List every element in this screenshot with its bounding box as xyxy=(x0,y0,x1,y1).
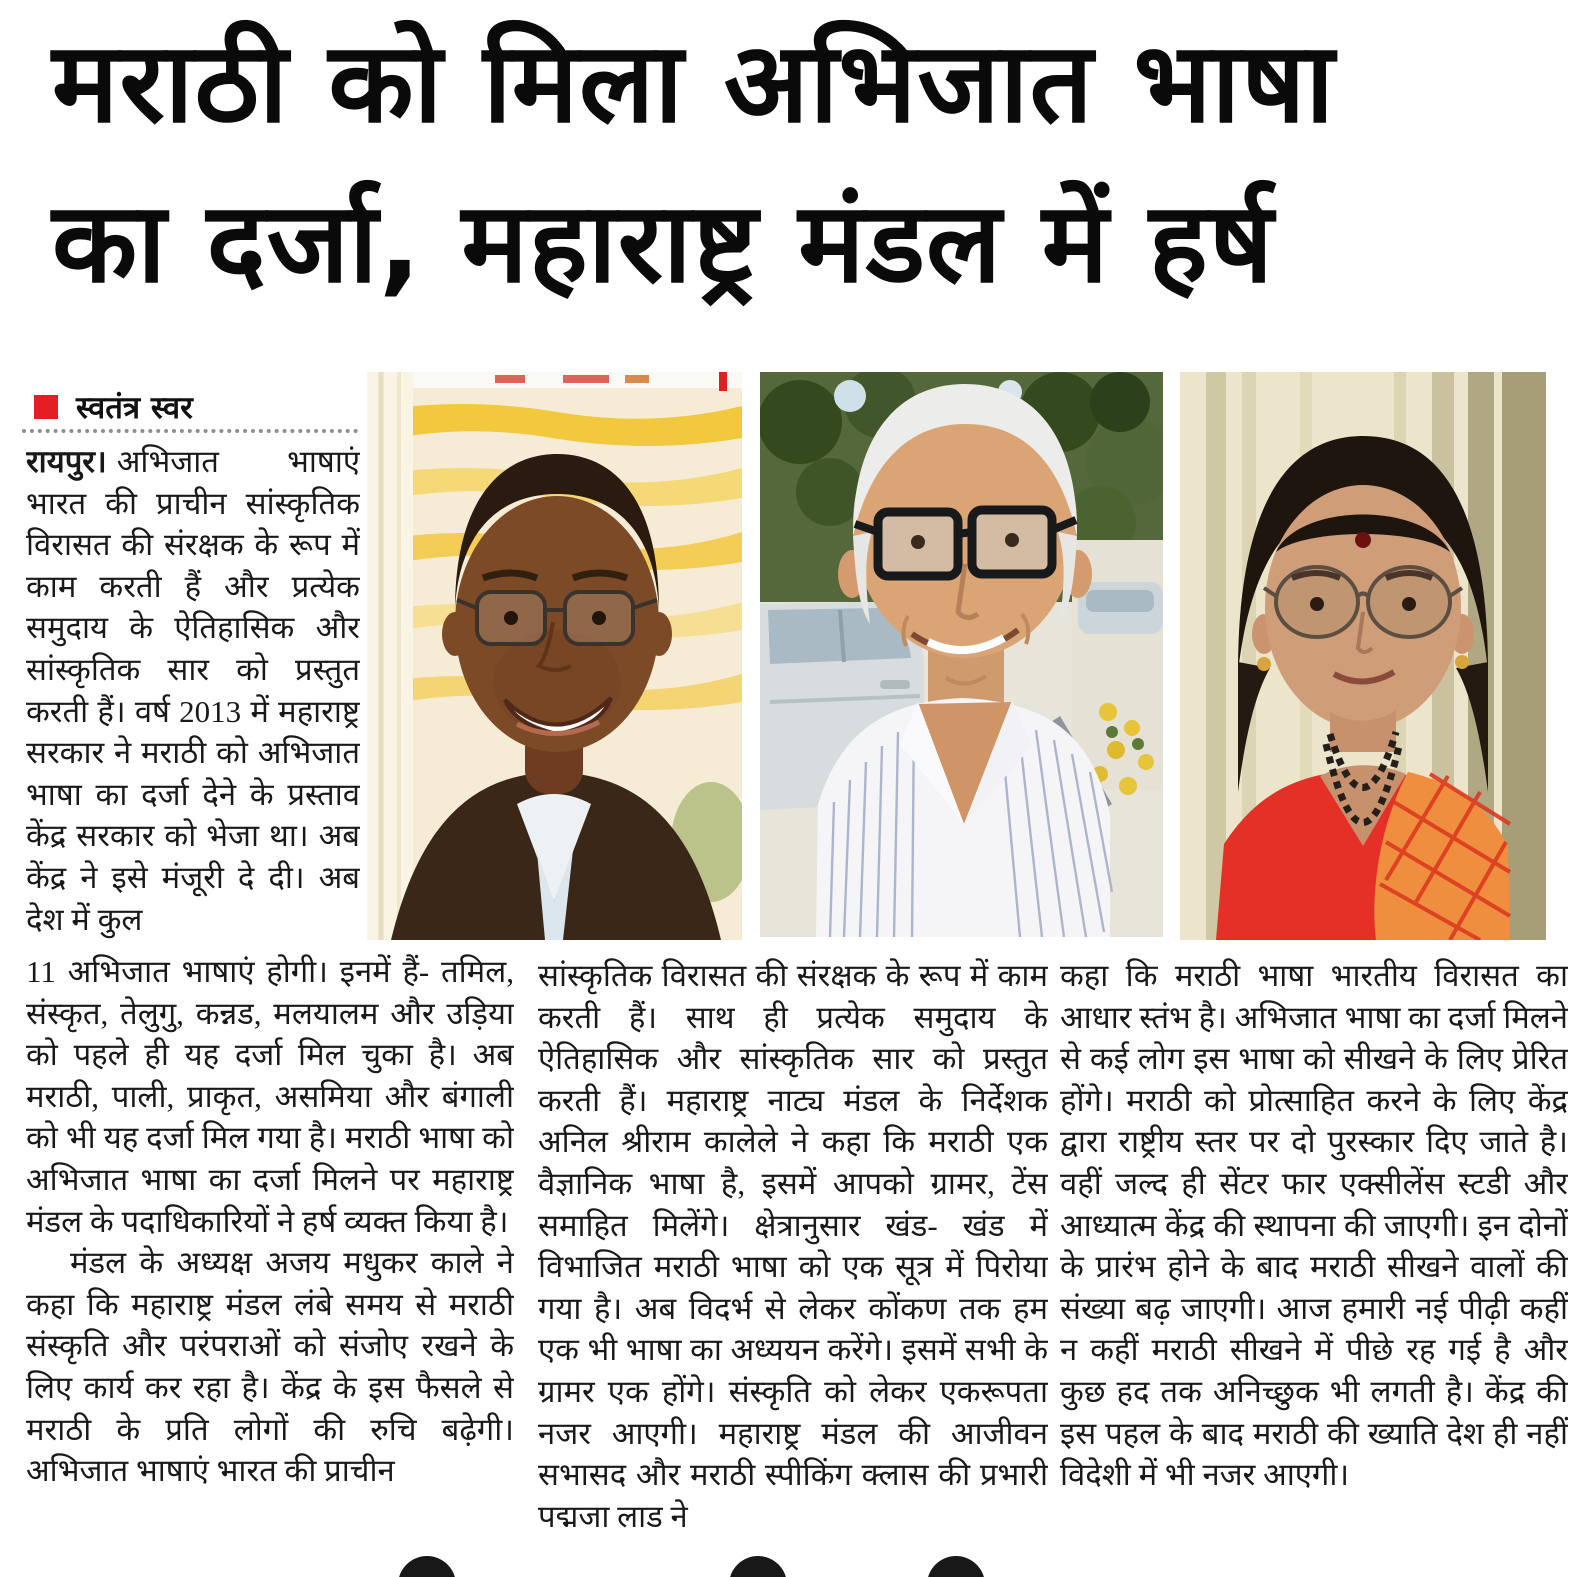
lead-paragraph xyxy=(26,441,360,940)
paragraph: 11 अभिजात भाषाएं होगी। इनमें हैं- तमिल, संस्कृत, तेलुगु, कन्नड, मलयालम और उड़िया को पहले ही यह दर्जा मिल चुका है। अब मराठी, पाली, प्राकृत, असमिया और बंगाली को भी यह दर्जा मिल गया है। मराठी भाषा को अभिजात भाषा का दर्जा मिलने पर महाराष्ट्र मंडल के पदाधिकारियों ने हर्ष व्यक्त किया है। xyxy=(26,954,514,1239)
body-column-1-upper xyxy=(26,441,360,945)
cropped-bottom-artifact xyxy=(398,1556,456,1577)
red-registration-mark xyxy=(719,372,727,391)
byline xyxy=(34,386,193,428)
red-square-bullet-icon xyxy=(34,395,58,419)
bindi xyxy=(1355,532,1371,548)
body-column-1-lower xyxy=(26,951,514,1551)
portrait-photo-man-dark-jacket xyxy=(367,372,742,940)
headline-line-1: मराठी को मिला अभिजात भाषा xyxy=(52,19,1336,148)
body-column-2 xyxy=(538,955,1048,1563)
headline-line-2: का दर्जा, महाराष्ट्र मंडल में हर्ष xyxy=(52,179,1274,308)
byline-label: स्वतंत्र स्वर xyxy=(76,390,193,426)
earring xyxy=(1455,655,1469,669)
paragraph: मंडल के अध्यक्ष अजय मधुकर काले ने कहा कि महाराष्ट्र मंडल लंबे समय से मराठी संस्कृति और परंपराओं को संजोए रखने के लिए कार्य कर रहा है। केंद्र के इस फैसले से मराठी के प्रति लोगों की रुचि बढ़ेगी। अभिजात भाषाएं भारत की प्राचीन xyxy=(26,1245,514,1489)
portrait-photo-elderly-man xyxy=(760,372,1163,937)
dateline: रायपुर। xyxy=(26,444,107,479)
paragraph: कहा कि मराठी भाषा भारतीय विरासत का आधार स्तंभ है। अभिजात भाषा का दर्जा मिलने से कई लोग इस भाषा को सीखने के लिए प्रेरित होंगे। मराठी को प्रोत्साहित करने के लिए केंद्र द्वारा राष्ट्रीय स्तर पर दो पुरस्कार दिए जाते है। वहीं जल्द ही सेंटर फार एक्सीलेंस स्टडी और आध्यात्म केंद्र की स्थापना की जाएगी। इन दोनों के प्रारंभ होने के बाद मराठी सीखने वालों की संख्या बढ़ जाएगी। आज हमारी नई पीढ़ी कहीं न कहीं मराठी सीखने में पीछे रह गई है और कुछ हद तक अनिच्छुक भी लगती है। केंद्र की इस पहल के बाद मराठी की ख्याति देश ही नहीं विदेशी में भी नजर आएगी। xyxy=(1060,958,1568,1493)
paragraph: सांस्कृतिक विरासत की संरक्षक के रूप में काम करती हैं। साथ ही प्रत्येक समुदाय के ऐतिहासिक और सांस्कृतिक सार को प्रस्तुत करती हैं। महाराष्ट्र नाट्य मंडल के निर्देशक अनिल श्रीराम कालेले ने कहा कि मराठी एक वैज्ञानिक भाषा है, इसमें आपको ग्रामर, टेंस समाहित मिलेंगे। क्षेत्रानुसार खंड- खंड में विभाजित मराठी भाषा को एक सूत्र में पिरोया गया है। अब विदर्भ से लेकर कोंकण तक हम एक भी भाषा का अध्ययन करेंगे। इसमें सभी के ग्रामर एक होंगे। संस्कृति को लेकर एकरूपता नजर आएगी। महाराष्ट्र मंडल की आजीवन सभासद और मराठी स्पीकिंग क्लास की प्रभारी पद्मजा लाड ने xyxy=(538,958,1048,1534)
byline-dotted-rule xyxy=(22,429,358,433)
lead-paragraph-text: अभिजात भाषाएं भारत की प्राचीन सांस्कृतिक विरासत की संरक्षक के रूप में काम करती हैं और प्रत्येक समुदाय के ऐतिहासिक और सांस्कृतिक सार को प्रस्तुत करती हैं। वर्ष 2013 में महाराष्ट्र सरकार ने मराठी को अभिजात भाषा का दर्जा देने के प्रस्ताव केंद्र सरकार को भेजा था। अब केंद्र ने इसे मंजूरी दे दी। अब देश में कुल xyxy=(26,444,360,937)
portrait-photo-woman-red-saree xyxy=(1180,372,1546,940)
article-headline xyxy=(52,4,1536,324)
body-column-3 xyxy=(1060,955,1568,1563)
earring xyxy=(1257,657,1271,671)
